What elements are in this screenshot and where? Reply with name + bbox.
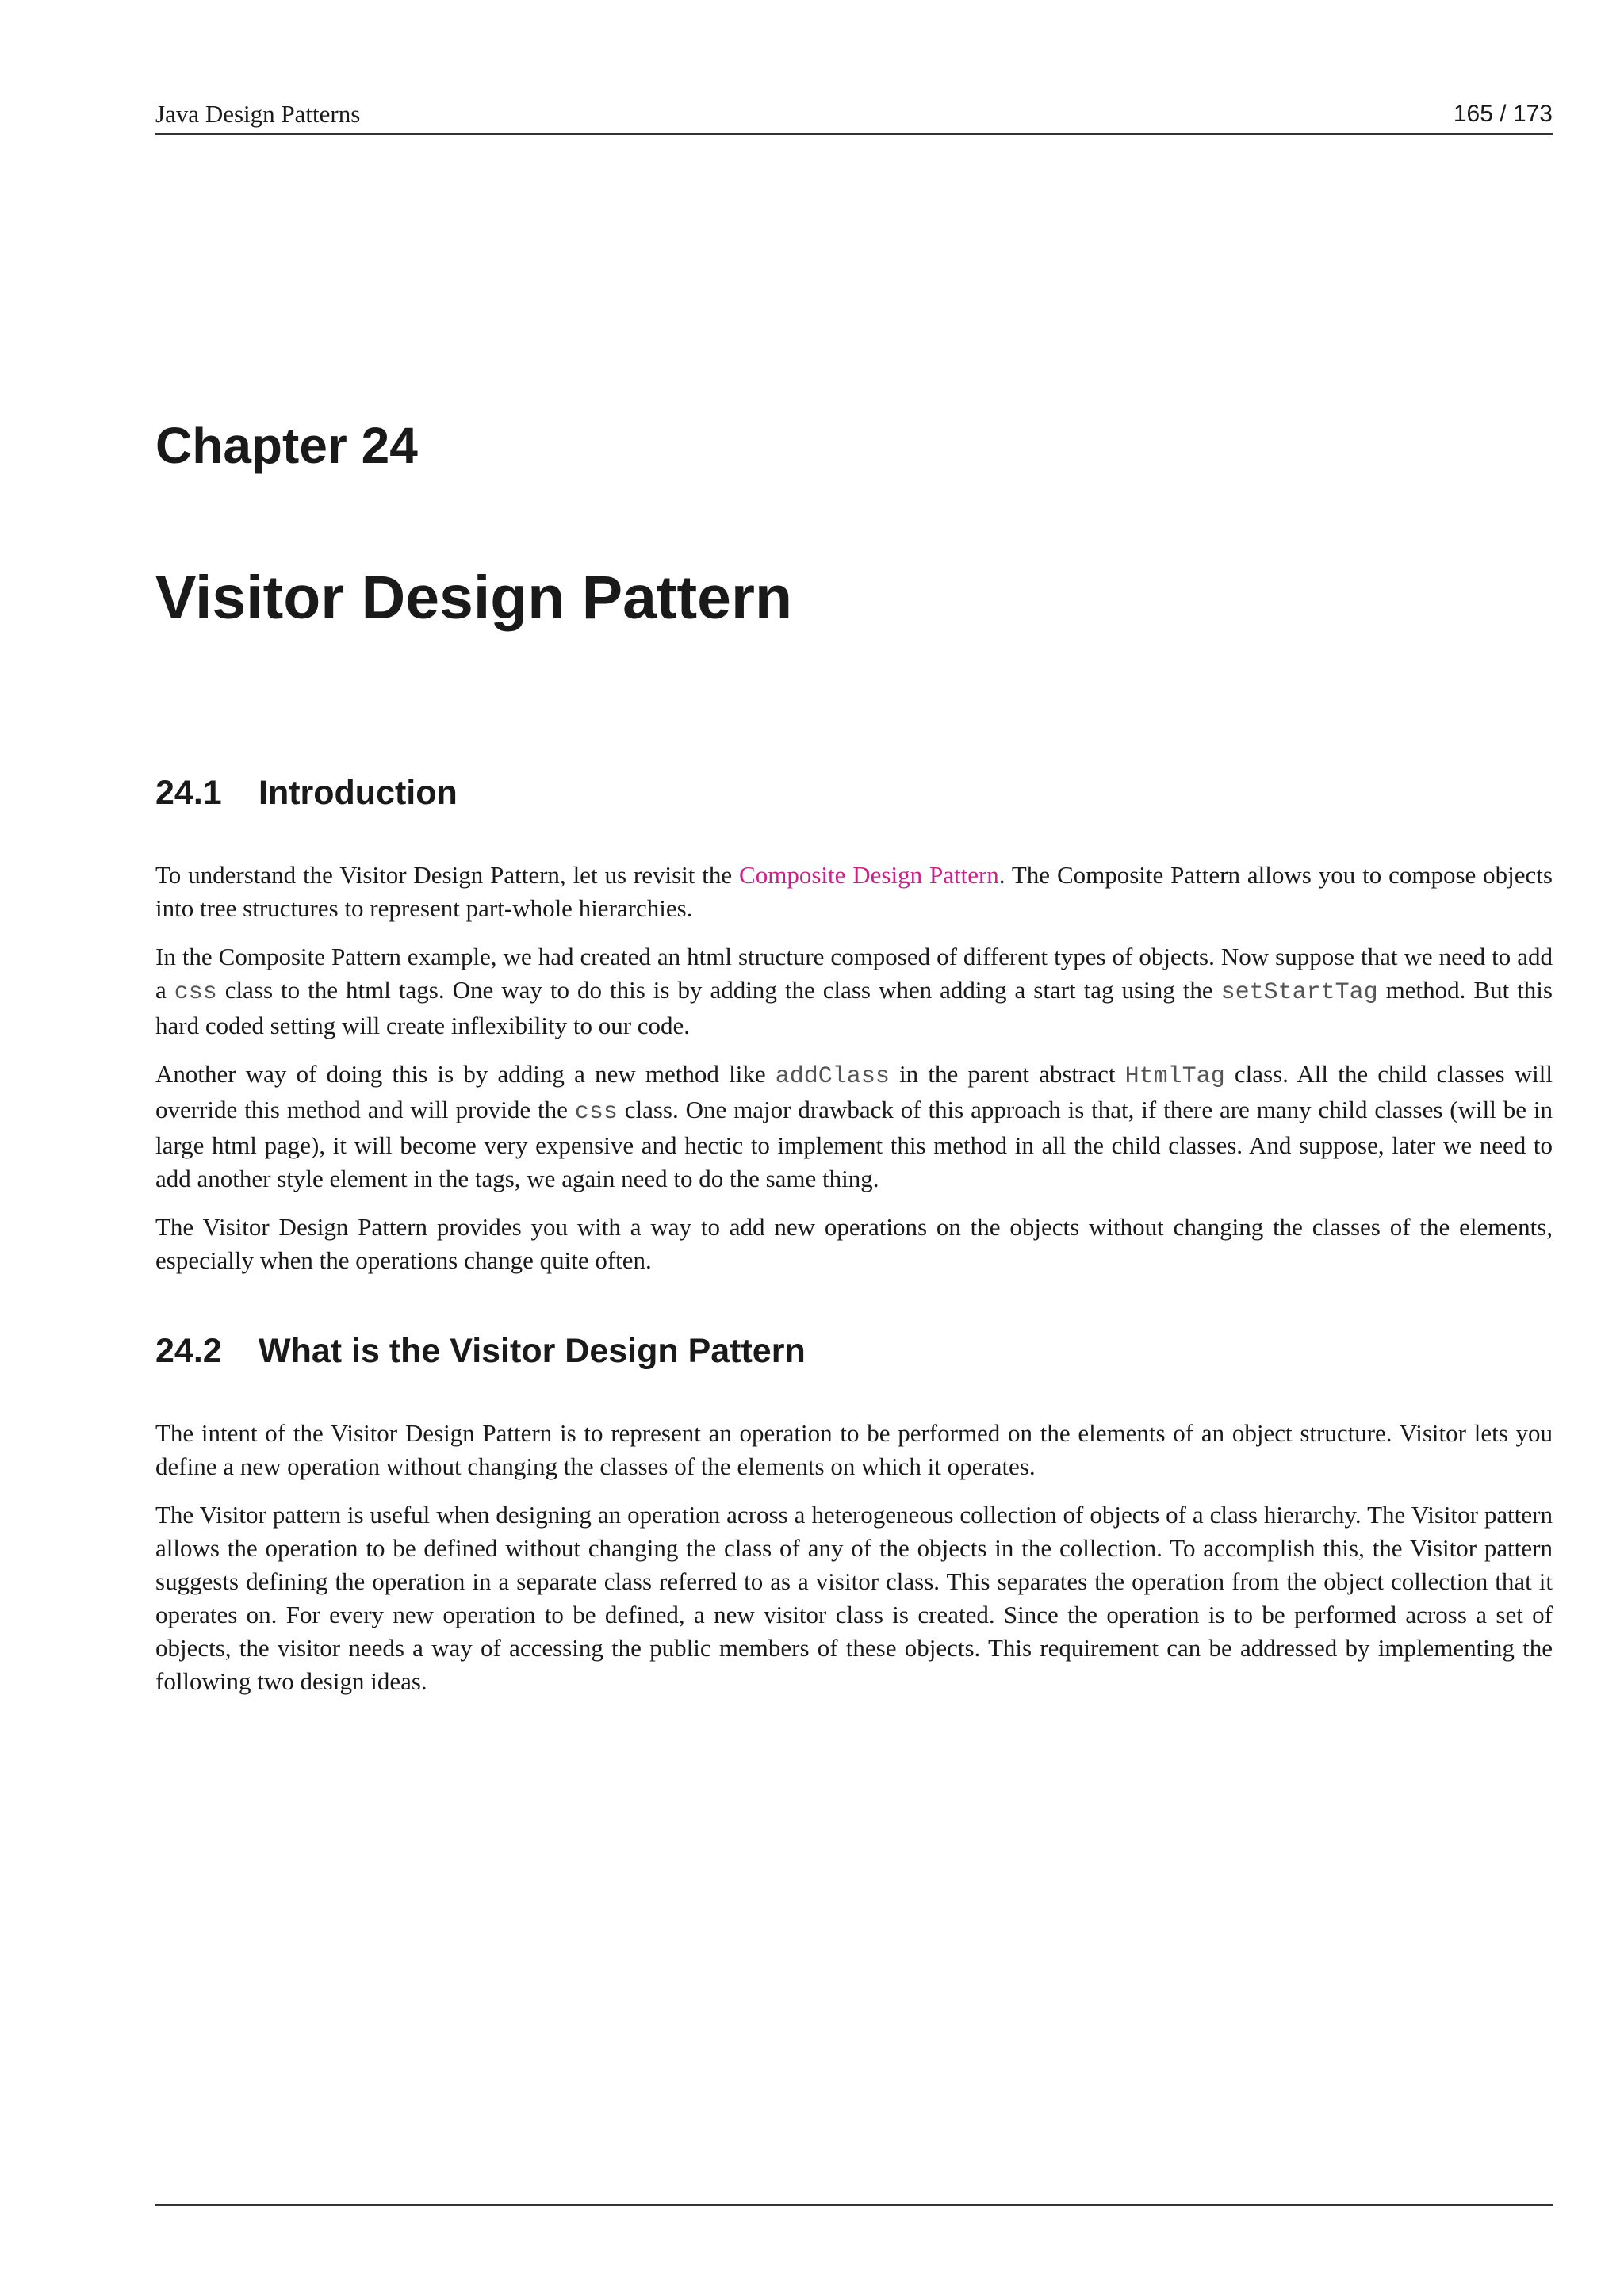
page-number: 165 / 173: [1453, 101, 1553, 127]
paragraph: The intent of the Visitor Design Pattern is to represent an operation to be performed on the elements of an object structure. Visitor lets you define a new operation without changing the classes of the elements on which it operates.: [155, 1419, 1553, 1480]
inline-code: addClass: [775, 1063, 890, 1090]
paragraph: In the Composite Pattern example, we had created an html structure composed of different types of objects. Now suppose that we need to add a css class to the html tags. One way to do this is by adding the class when adding a start tag using the setStartTag method. But this hard coded setting will create inflexibility to our code.: [155, 943, 1553, 1039]
chapter-label: Chapter 24: [155, 417, 418, 474]
document-page: [155, 0, 1553, 2296]
section-number: 24.1: [155, 774, 222, 812]
inline-code: css: [174, 979, 217, 1006]
chapter-title: Visitor Design Pattern: [155, 564, 793, 632]
inline-code: HtmlTag: [1124, 1063, 1225, 1090]
section-heading-introduction: [155, 771, 458, 815]
section-what-is-visitor-body: [155, 1417, 1553, 1713]
section-title: Introduction: [259, 774, 458, 812]
section-introduction-body: [155, 859, 1553, 1292]
inline-code: css: [574, 1099, 618, 1126]
book-title: Java Design Patterns: [155, 100, 361, 128]
section-heading-what-is-visitor: [155, 1329, 806, 1373]
paragraph: To understand the Visitor Design Pattern, let us revisit the Composite Design Pattern. The Composite Pattern allows you to compose objects into tree structures to represent part-whole hierarchies.: [155, 861, 1553, 922]
paragraph: The Visitor pattern is useful when designing an operation across a heterogeneous collection of objects of a class hierarchy. The Visitor pattern allows the operation to be defined without changing the class of any of the objects in the collection. To accomplish this, the Visitor pattern suggests defining the operation in a separate class referred to as a visitor class. This separates the operation from the object collection that it operates on. For every new operation to be defined, a new visitor class is created. Since the operation is to be performed across a set of objects, the visitor needs a way of accessing the public members of these objects. This requirement can be addressed by implementing the following two design ideas.: [155, 1501, 1553, 1695]
running-header: [155, 97, 1553, 135]
paragraph: Another way of doing this is by adding a new method like addClass in the parent abstract HtmlTag class. All the child classes will override this method and will provide the css class. One major drawback of this approach is that, if there are many child classes (will be in large html page), it will become very expensive and hectic to implement this method in all the child classes. And suppose, later we need to add another style element in the tags, we again need to do the same thing.: [155, 1060, 1553, 1192]
section-title: What is the Visitor Design Pattern: [259, 1332, 806, 1370]
inline-code: setStartTag: [1220, 979, 1378, 1006]
footer-rule: [155, 2204, 1553, 2206]
paragraph: The Visitor Design Pattern provides you with a way to add new operations on the objects without changing the classes of the elements, especially when the operations change quite often.: [155, 1213, 1553, 1274]
composite-pattern-link[interactable]: Composite Design Pattern: [739, 861, 999, 889]
section-number: 24.2: [155, 1332, 222, 1370]
